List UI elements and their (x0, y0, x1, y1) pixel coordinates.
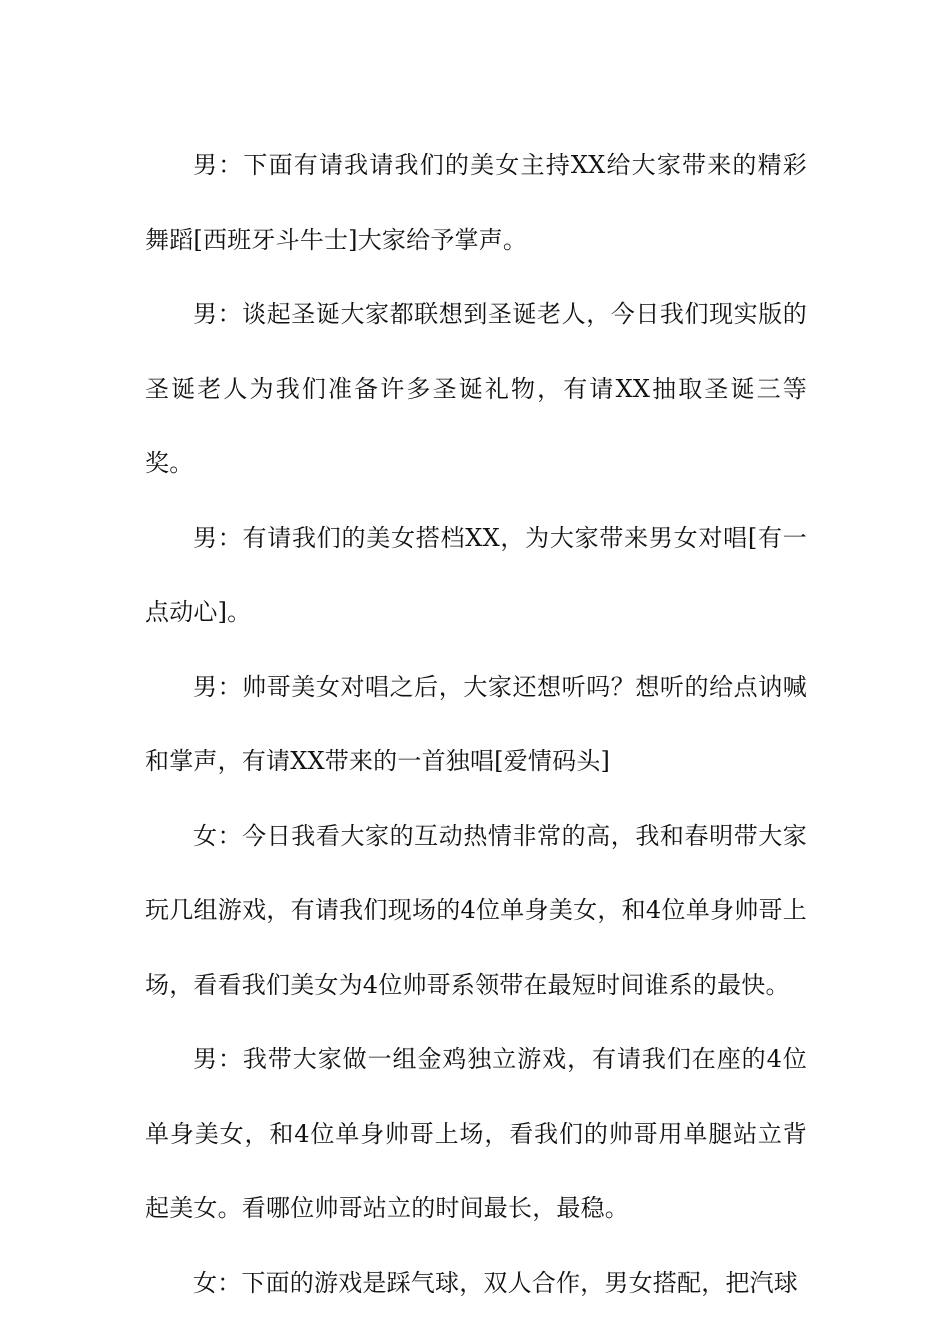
paragraph: 男：谈起圣诞大家都联想到圣诞老人，今日我们现实版的圣诞老人为我们准备许多圣诞礼物，有请XX抽取圣诞三等奖。 (145, 300, 807, 477)
paragraph: 男：下面有请我请我们的美女主持XX给大家带来的精彩舞蹈[西班牙斗牛士]大家给予掌声。 (145, 151, 807, 254)
document-body (145, 128, 807, 1320)
paragraph: 女：今日我看大家的互动热情非常的高，我和春明带大家玩几组游戏，有请我们现场的4位单身美女，和4位单身帅哥上场，看看我们美女为4位帅哥系领带在最短时间谁系的最快。 (145, 821, 807, 999)
paragraph: 男：帅哥美女对唱之后，大家还想听吗？想听的给点讷喊和掌声，有请XX带来的一首独唱[爱情码头] (145, 672, 807, 775)
paragraph: 女：下面的游戏是踩气球，双人合作，男女搭配，把汽球 (193, 1268, 798, 1297)
paragraph: 男：有请我们的美女搭档XX，为大家带来男女对唱[有一点动心]。 (145, 523, 807, 626)
paragraph: 男：我带大家做一组金鸡独立游戏，有请我们在座的4位单身美女，和4位单身帅哥上场，看我们的帅哥用单腿站立背起美女。看哪位帅哥站立的时间最长，最稳。 (145, 1045, 807, 1222)
